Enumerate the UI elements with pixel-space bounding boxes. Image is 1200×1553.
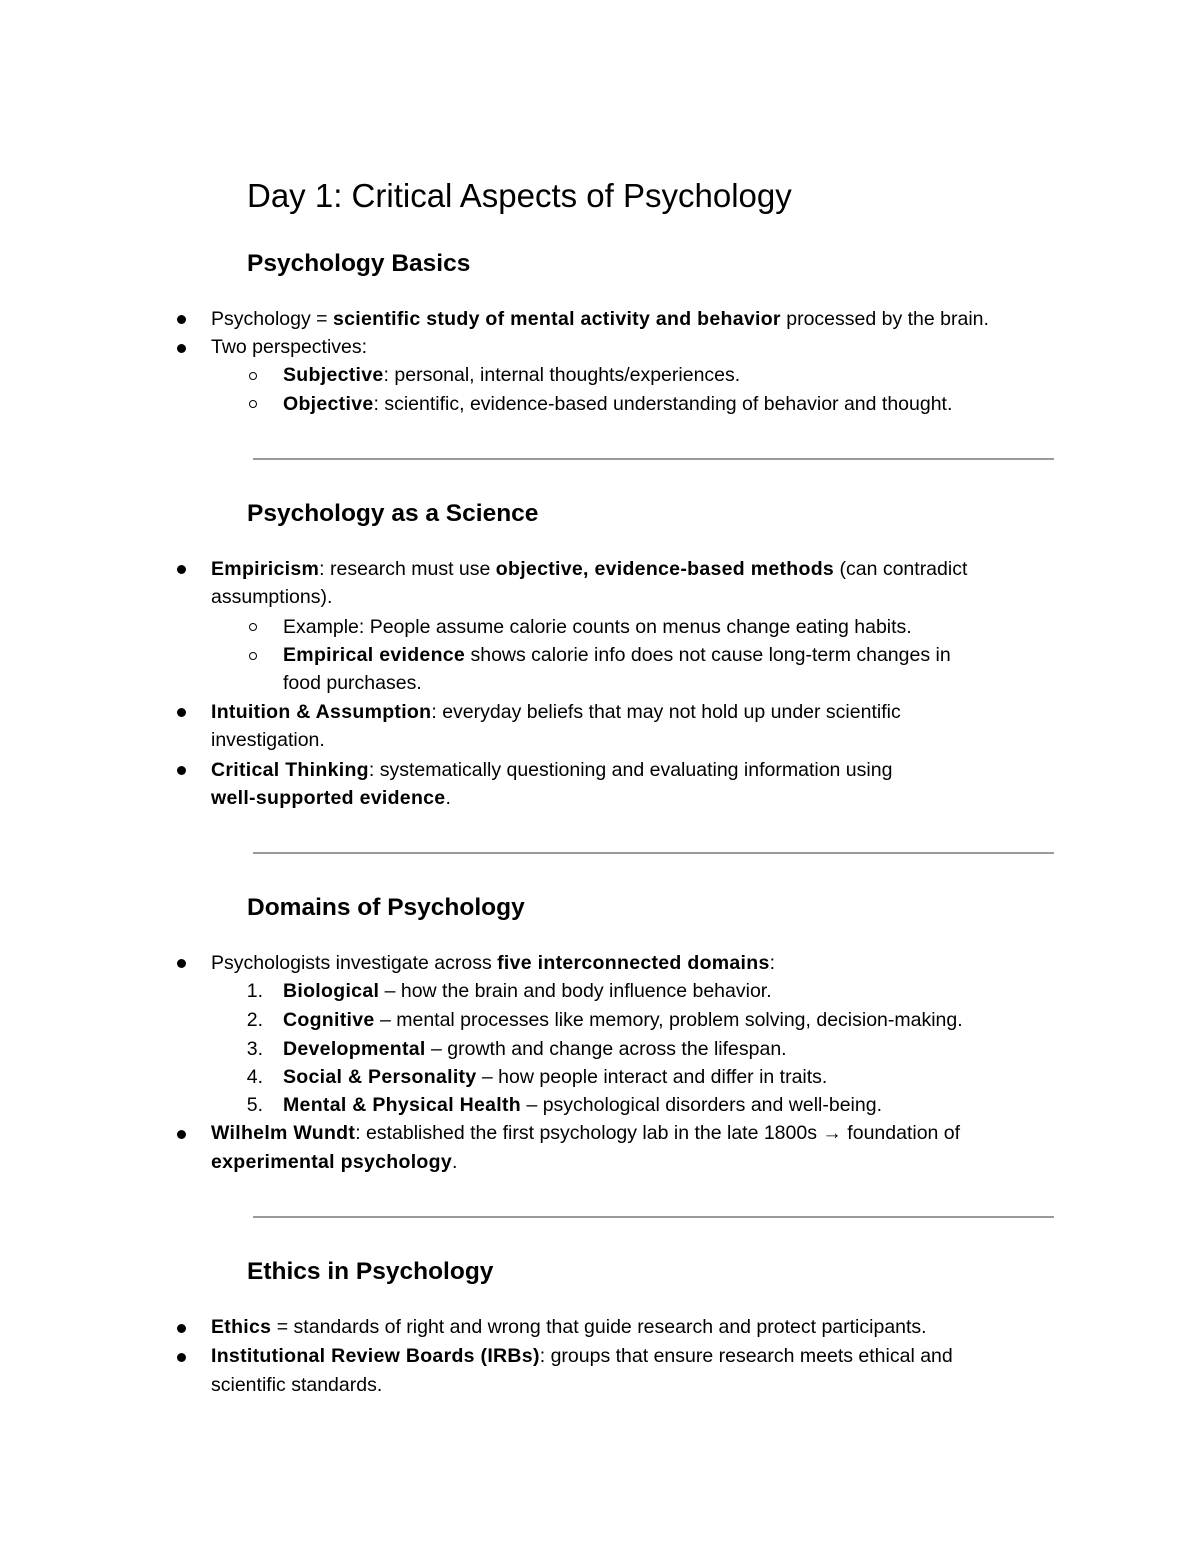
list-number: 5. (246, 1094, 263, 1116)
list-number: 3. (246, 1038, 263, 1060)
list-item: Developmental – growth and change across the lifespan. (283, 1038, 787, 1060)
list-item: Objective: scientific, evidence-based understanding of behavior and thought. (283, 393, 953, 415)
section-heading: Ethics in Psychology (247, 1258, 494, 1285)
bullet-icon (177, 1353, 186, 1362)
list-item: Two perspectives: (211, 336, 368, 358)
bullet-icon (177, 959, 186, 968)
horizontal-divider (253, 1216, 1054, 1218)
bullet-icon (177, 766, 186, 775)
list-number: 1. (246, 980, 263, 1002)
list-number: 2. (246, 1009, 263, 1031)
list-item: Psychologists investigate across five interconnected domains: (211, 952, 776, 974)
list-number: 4. (246, 1066, 263, 1088)
list-item-continuation: assumptions). (211, 586, 333, 608)
list-item: Wilhelm Wundt: established the first psychology lab in the late 1800s → foundation of (211, 1122, 961, 1144)
list-item: Empirical evidence shows calorie info does not cause long-term changes in (283, 644, 951, 666)
bullet-icon (177, 708, 186, 717)
list-item: Ethics = standards of right and wrong that guide research and protect participants. (211, 1316, 927, 1338)
hollow-bullet-icon (249, 652, 257, 660)
bullet-icon (177, 344, 186, 353)
section-heading: Psychology Basics (247, 250, 471, 277)
hollow-bullet-icon (249, 372, 257, 380)
list-item-continuation: experimental psychology. (211, 1151, 458, 1173)
bullet-icon (177, 315, 186, 324)
bullet-icon (177, 1324, 186, 1333)
list-item: Psychology = scientific study of mental activity and behavior processed by the brain. (211, 308, 989, 330)
list-item-continuation: scientific standards. (211, 1374, 383, 1396)
hollow-bullet-icon (249, 623, 257, 631)
section-heading: Psychology as a Science (247, 500, 539, 527)
hollow-bullet-icon (249, 400, 257, 408)
list-item: Empiricism: research must use objective, evidence-based methods (can contradict (211, 558, 968, 580)
page-title: Day 1: Critical Aspects of Psychology (247, 177, 792, 214)
list-item: Institutional Review Boards (IRBs): groups that ensure research meets ethical and (211, 1345, 953, 1367)
list-item: Example: People assume calorie counts on menus change eating habits. (283, 616, 912, 638)
list-item-continuation: food purchases. (283, 672, 422, 694)
bullet-icon (177, 565, 186, 574)
horizontal-divider (253, 458, 1054, 460)
list-item-continuation: well-supported evidence. (211, 787, 451, 809)
list-item-continuation: investigation. (211, 729, 325, 751)
bullet-icon (177, 1130, 186, 1139)
list-item: Intuition & Assumption: everyday beliefs that may not hold up under scientific (211, 701, 901, 723)
list-item: Critical Thinking: systematically questioning and evaluating information using (211, 759, 893, 781)
list-item: Social & Personality – how people interact and differ in traits. (283, 1066, 828, 1088)
horizontal-divider (253, 852, 1054, 854)
list-item: Subjective: personal, internal thoughts/experiences. (283, 364, 741, 386)
list-item: Cognitive – mental processes like memory, problem solving, decision-making. (283, 1009, 963, 1031)
list-item: Mental & Physical Health – psychological disorders and well-being. (283, 1094, 882, 1116)
section-heading: Domains of Psychology (247, 894, 525, 921)
list-item: Biological – how the brain and body influence behavior. (283, 980, 772, 1002)
